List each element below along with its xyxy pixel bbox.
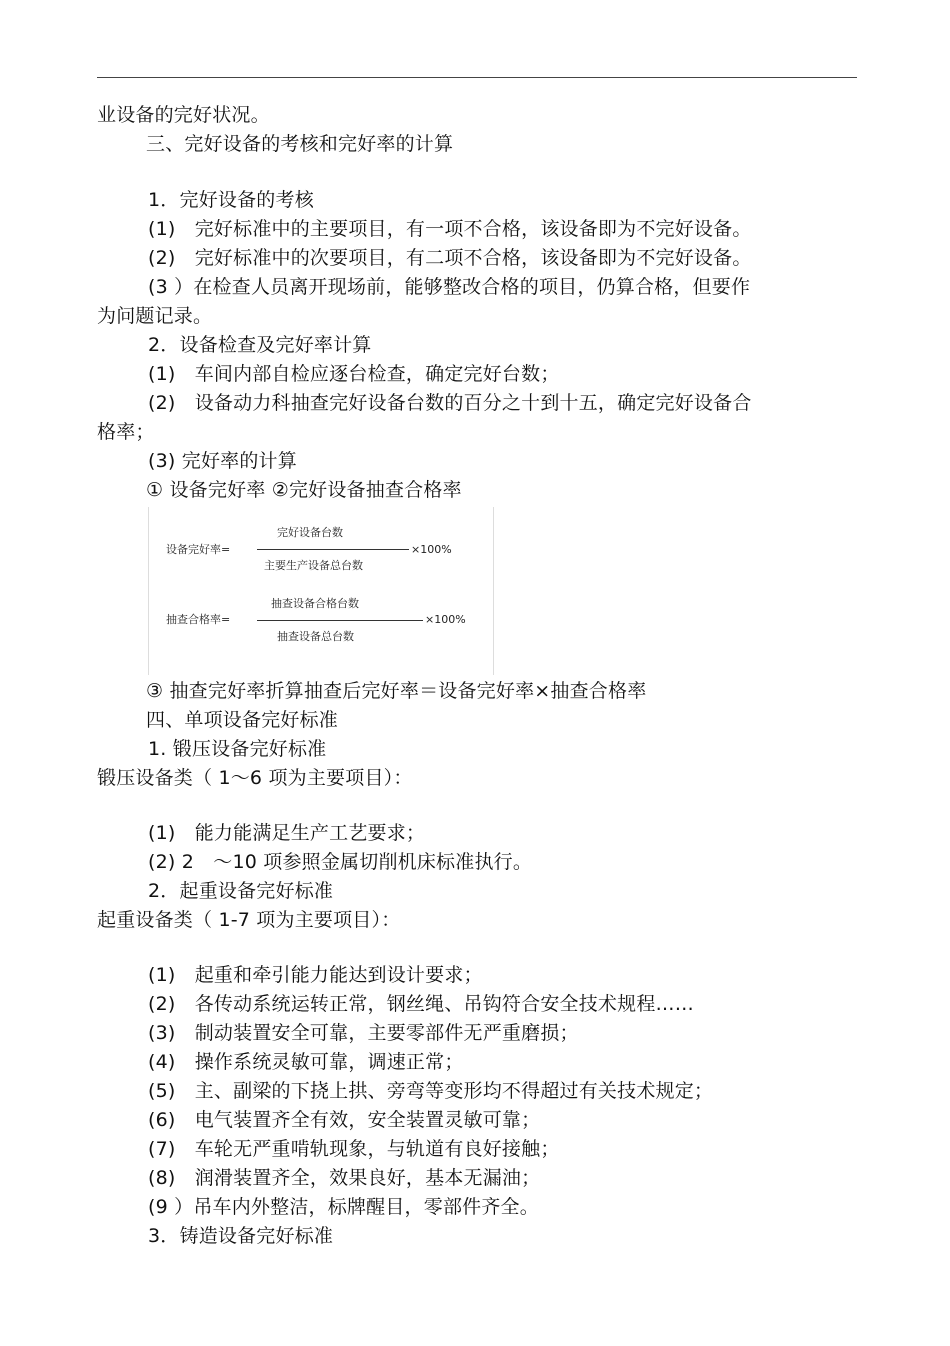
text-line-29: (8) 润滑装置齐全，效果良好，基本无漏油；	[148, 1167, 541, 1189]
text-line-9: (1) 车间内部自检应逐台检查，确定完好台数；	[148, 363, 560, 385]
text-line-18: (1) 能力能满足生产工艺要求；	[148, 822, 426, 844]
formula-figure	[148, 507, 494, 675]
subheading-forging: 1. 锻压设备完好标准	[148, 738, 327, 760]
text-line-23: (2) 各传动系统运转正常，钢丝绳、吊钩符合安全技术规程……	[148, 993, 694, 1015]
text-line-10: (2) 设备动力科抽查完好设备台数的百分之十到十五，确定完好设备合	[148, 392, 752, 414]
header-rule	[97, 77, 857, 78]
text-line-22: (1) 起重和牵引能力能达到设计要求；	[148, 964, 483, 986]
subheading-casting: 3．铸造设备完好标准	[148, 1225, 334, 1247]
text-line-28: (7) 车轮无严重啃轨现象，与轨道有良好接触；	[148, 1138, 560, 1160]
text-line-21: 起重设备类（ 1-7 项为主要项目）：	[97, 909, 401, 931]
subheading-2: 2．设备检查及完好率计算	[148, 334, 372, 356]
text-line-24: (3) 制动装置安全可靠，主要零部件无严重磨损；	[148, 1022, 579, 1044]
text-line-7: 为问题记录。	[97, 305, 213, 327]
text-line-12: (3) 完好率的计算	[148, 450, 297, 472]
text-line-5: (2) 完好标准中的次要项目，有二项不合格，该设备即为不完好设备。	[148, 247, 752, 269]
text-line-19: (2) 2 ～10 项参照金属切削机床标准执行。	[148, 851, 533, 873]
formula1-label: 设备完好率=	[166, 543, 231, 556]
formula2-denominator: 抽查设备总台数	[277, 630, 354, 643]
formula1-fraction-bar	[257, 549, 409, 550]
text-line-6: (3 ）在检查人员离开现场前，能够整改合格的项目，仍算合格，但要作	[148, 276, 751, 298]
formula2-multiplier: ×100%	[425, 613, 466, 626]
text-line-30: (9 ）吊车内外整洁，标牌醒目，零部件齐全。	[148, 1196, 539, 1218]
formula1-denominator: 主要生产设备总台数	[264, 559, 363, 572]
text-line-25: (4) 操作系统灵敏可靠，调速正常；	[148, 1051, 464, 1073]
text-line-14: ③ 抽查完好率折算抽查后完好率＝设备完好率×抽查合格率	[146, 680, 647, 702]
formula2-numerator: 抽查设备合格台数	[271, 597, 359, 610]
text-line-17: 锻压设备类（ 1～6 项为主要项目）：	[97, 767, 413, 789]
subheading-lifting: 2．起重设备完好标准	[148, 880, 334, 902]
formula2-fraction-bar	[257, 620, 423, 621]
text-line-26: (5) 主、副梁的下挠上拱、旁弯等变形均不得超过有关技术规定；	[148, 1080, 714, 1102]
section-heading-3: 三、完好设备的考核和完好率的计算	[146, 133, 454, 155]
section-heading-4: 四、单项设备完好标准	[146, 709, 339, 731]
formula1-multiplier: ×100%	[411, 543, 452, 556]
text-line-1: 业设备的完好状况。	[97, 104, 270, 126]
formula2-label: 抽查合格率=	[166, 613, 231, 626]
subheading-1: 1．完好设备的考核	[148, 189, 314, 211]
text-line-11: 格率；	[97, 421, 155, 443]
text-line-13: ① 设备完好率 ②完好设备抽查合格率	[146, 479, 462, 501]
text-line-4: (1) 完好标准中的主要项目，有一项不合格，该设备即为不完好设备。	[148, 218, 752, 240]
text-line-27: (6) 电气装置齐全有效，安全装置灵敏可靠；	[148, 1109, 541, 1131]
formula1-numerator: 完好设备台数	[277, 526, 343, 539]
